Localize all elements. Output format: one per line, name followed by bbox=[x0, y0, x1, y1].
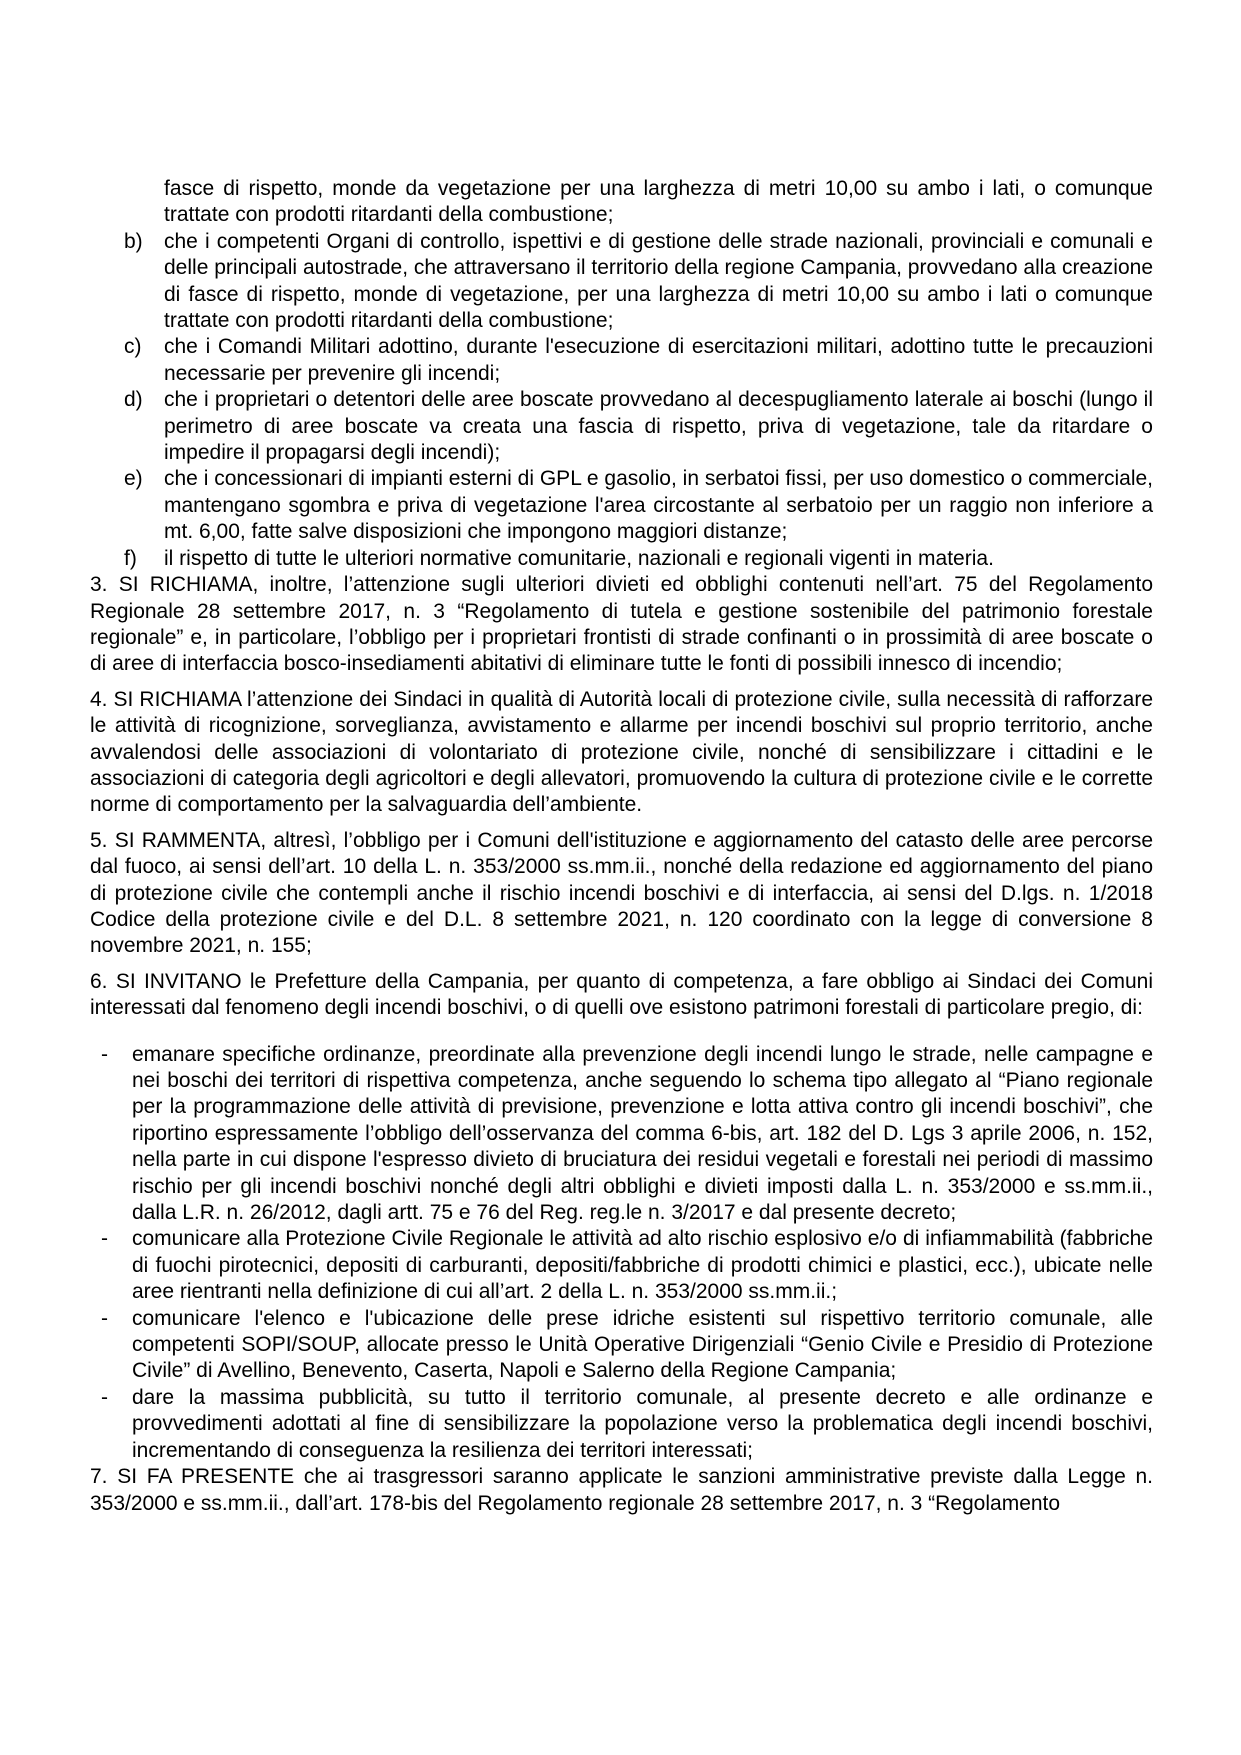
obligations-list bbox=[90, 229, 1153, 572]
list-marker: c) bbox=[124, 335, 142, 359]
paragraph-5: 5. SI RAMMENTA, altresì, l’obbligo per i Comuni dell'istituzione e aggiornamento del catasto delle aree percorse dal fuoco, ai sensi dell’art. 10 della L. n. 353/2000 ss.mm.ii., nonché della redazione ed aggiornamento del piano di protezione civile che contempli anche il rischio incendi boschivi e di interfaccia, ai sensi del D.lgs. n. 1/2018 Codice della protezione civile e del D.L. 8 settembre 2021, n. 120 coordinato con la legge di conversione 8 novembre 2021, n. 155; bbox=[90, 828, 1153, 958]
paragraph-7: 7. SI FA PRESENTE che ai trasgressori saranno applicate le sanzioni amministrative previste dalla Legge n. 353/2000 e ss.mm.ii., dall’art. 178-bis del Regolamento regionale 28 settembre 2017, n. 3 “Regolamento bbox=[90, 1465, 1153, 1515]
list-item-text: che i proprietari o detentori delle aree boscate provvedano al decespugliamento laterale ai boschi (lungo il perimetro di aree boscate va creata una fascia di rispetto, priva di vegetazione, tale da ritardare o impedire il propagarsi degli incendi); bbox=[164, 388, 1153, 465]
list-item-text: che i concessionari di impianti esterni di GPL e gasolio, in serbatoi fissi, per uso domestico o commerciale, mantengano sgombra e priva di vegetazione l'area circostante al serbatoio per un raggio non inferiore a mt. 6,00, fatte salve disposizioni che impongono maggiori distanze; bbox=[164, 467, 1154, 544]
list-item-text: emanare specifiche ordinanze, preordinate alla prevenzione degli incendi lungo le strade, nelle campagne e nei boschi dei territori di rispettiva competenza, anche seguendo lo schema tipo allegato al “Piano regionale per la programmazione delle attività di previsione, prevenzione e lotta attiva contro gli incendi boschivi”, che riportino espressamente l’obbligo dell’osservanza del comma 6-bis, art. 182 del D. Lgs 3 aprile 2006, n. 152, nella parte in cui dispone l'espresso divieto di bruciatura dei residui vegetali e forestali nei periodi di massimo rischio per gli incendi boschivi nonché degli altri obblighi e divieti imposti dalla L. n. 353/2000 e ss.mm.ii., dalla L.R. n. 26/2012, dagli artt. 75 e 76 del Reg. reg.le n. 3/2017 e dal presente decreto; bbox=[132, 1042, 1153, 1225]
list-item-text: che i Comandi Militari adottino, durante l'esecuzione di esercitazioni militari, adottino tutte le precauzioni necessarie per prevenire gli incendi; bbox=[164, 335, 1153, 385]
paragraph-3: 3. SI RICHIAMA, inoltre, l’attenzione sugli ulteriori divieti ed obblighi contenuti nell’art. 75 del Regolamento Regionale 28 settembre 2017, n. 3 “Regolamento di tutela e gestione sostenibile del patrimonio forestale regionale” e, in particolare, l’obbligo per i proprietari frontisti di strade confinanti o in prossimità di aree boscate o di aree di interfaccia bosco-insediamenti abitativi di eliminare tutte le fonti di possibili innesco di incendio; bbox=[90, 573, 1153, 676]
continuation-text: fasce di rispetto, monde da vegetazione per una larghezza di metri 10,00 su ambo i lati, o comunque trattate con prodotti ritardanti della combustione; bbox=[164, 177, 1153, 227]
paragraph-4: 4. SI RICHIAMA l’attenzione dei Sindaci in qualità di Autorità locali di protezione civile, sulla necessità di rafforzare le attività di ricognizione, sorveglianza, avvistamento e allarme per incendi boschivi sul proprio territorio, anche avvalendosi delle associazioni di volontariato di protezione civile, nonché di sensibilizzare i cittadini e le associazioni di categoria degli agricoltori e degli allevatori, promuovendo la cultura di protezione civile e le corrette norme di comportamento per la salvaguardia dell’ambiente. bbox=[90, 687, 1153, 817]
list-item bbox=[90, 1306, 1153, 1385]
list-marker: e) bbox=[124, 467, 143, 491]
list-item-text: il rispetto di tutte le ulteriori normative comunitarie, nazionali e regionali vigenti in materia. bbox=[164, 546, 994, 570]
list-item bbox=[90, 466, 1153, 545]
list-item bbox=[90, 1226, 1153, 1305]
paragraph-6: 6. SI INVITANO le Prefetture della Campania, per quanto di competenza, a fare obbligo ai Sindaci dei Comuni interessati dal fenomeno degli incendi boschivi, o di quelli ove esistono patrimoni forestali di particolare pregio, di: bbox=[90, 969, 1153, 1020]
document-page bbox=[90, 176, 1153, 1517]
list-item bbox=[90, 229, 1153, 335]
list-item bbox=[90, 1385, 1153, 1464]
list-marker: - bbox=[101, 1385, 108, 1409]
list-marker: - bbox=[101, 1227, 108, 1251]
list-marker: - bbox=[101, 1306, 108, 1330]
mayor-duties-list bbox=[90, 1042, 1153, 1465]
list-marker: b) bbox=[124, 229, 143, 253]
list-item bbox=[90, 546, 1153, 572]
list-item-text: dare la massima pubblicità, su tutto il territorio comunale, al presente decreto e alle ordinanze e provvedimenti adottati al fine di sensibilizzare la popolazione verso la problematica degli incendi boschivi, incrementando di conseguenza la resilienza dei territori interessati; bbox=[132, 1385, 1153, 1462]
list-marker: - bbox=[101, 1042, 108, 1066]
list-item-text: comunicare l'elenco e l'ubicazione delle prese idriche esistenti sul rispettivo territorio comunale, alle competenti SOPI/SOUP, allocate presso le Unità Operative Dirigenziali “Genio Civile e Presidio di Protezione Civile” di Avellino, Benevento, Caserta, Napoli e Salerno della Regione Campania; bbox=[132, 1306, 1153, 1383]
list-marker: d) bbox=[124, 388, 143, 412]
list-item-text: comunicare alla Protezione Civile Regionale le attività ad alto rischio esplosivo e/o di infiammabilità (fabbriche di fuochi pirotecnici, depositi di carburanti, depositi/fabbriche di prodotti chimici e plastici, ecc.), ubicate nelle aree rientranti nella definizione di cui all’art. 2 della L. n. 353/2000 ss.mm.ii.; bbox=[132, 1227, 1153, 1304]
list-marker: f) bbox=[124, 546, 137, 570]
list-item bbox=[90, 334, 1153, 387]
list-item bbox=[90, 1042, 1153, 1227]
list-item-text: che i competenti Organi di controllo, ispettivi e di gestione delle strade nazionali, provinciali e comunali e delle principali autostrade, che attraversano il territorio della regione Campania, provvedano alla creazione di fasce di rispetto, monde di vegetazione, per una larghezza di metri 10,00 su ambo i lati o comunque trattate con prodotti ritardanti della combustione; bbox=[164, 229, 1153, 333]
list-item bbox=[90, 387, 1153, 466]
